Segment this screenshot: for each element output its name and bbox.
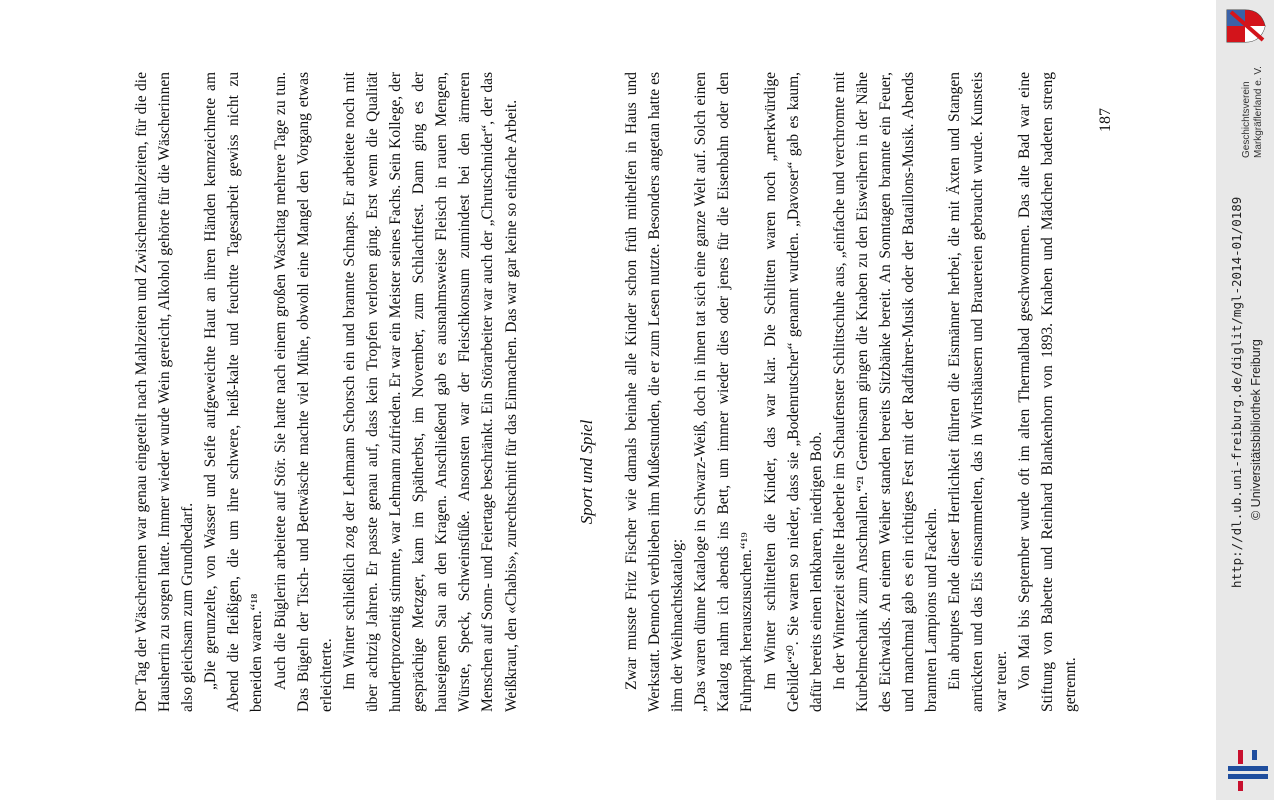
paragraph: Auch die Büglerin arbeitete auf Stör. Sie hatte nach einem großen Waschtag mehrere Tage zu tun. Das Bügeln der Tisch- und Bettwäsche machte viel Mühe, obwohl eine Mangel den Vorgang etwas erleichterte. (271, 72, 335, 712)
copyright-text: © Universitätsbibliothek Freiburg (1249, 339, 1263, 520)
ub-freiburg-logo-icon (1226, 744, 1270, 794)
paragraph: „Die gerunzelte, von Wasser und Seife aufgeweichte Haut an ihren Händen kennzeichnete am Abend die fleißigen, die um ihre schwere, heiß-kalte und feuchtte Tagesarbeit gewiss nicht zu beneiden waren.“¹⁸ (202, 72, 266, 712)
paragraph: Der Tag der Wäscherinnen war genau eingeteilt nach Mahlzeiten und Zwischenmahlzeiten, für die die Hausherrin zu sorgen hatte. Immer wieder wurde Wein gereicht, Alkohol gehörte für die Wäscherinnen also gleichsam zum Grundbedarf. (133, 72, 197, 712)
text-block-2 (620, 72, 1082, 712)
paragraph: Ein abruptes Ende dieser Herrlichkeit führten die Eismänner herbei, die mit Äxten und Stangen anrückten und das Eis einsammelten, das in Wirtshäusern und Brauereien gebraucht wurde. Kunsteis war teuer. (946, 72, 1010, 712)
coat-of-arms-icon (1222, 6, 1268, 46)
society-line-2: Markgräflerland e. V. (1253, 66, 1264, 158)
paragraph: „Das waren dünne Kataloge in Schwarz-Weiß, doch in ihnen tat sich eine ganze Welt auf. Solch einen Katalog nahm ich abends ins Bett, um immer wieder dies oder jenes für die Eisenbahn oder den Fuhrpark herauszusuchen.“¹⁹ (692, 72, 756, 712)
page-number: 187 (1097, 108, 1114, 132)
society-name (1241, 66, 1265, 158)
section-heading: Sport und Spiel (577, 419, 596, 525)
paragraph: Zwar musste Fritz Fischer wie damals beinahe alle Kinder schon früh mithelfen in Haus und Werkstatt. Dennoch verblieben ihm Mußestunden, die er zum Lesen nutzte. Besonders angetan hatte es ihm der Weihnachtskatalog: (623, 72, 687, 712)
paragraph: Im Winter schlittelten die Kinder, das war klar. Die Schlitten waren noch „merkwürdige Gebilde“²⁰. Sie waren so nieder, dass sie „Bodenrutscher“ genannt wurden. „Davoser“ gab es kaum, dafür bereits einen lenkbaren, niedrigen Bob. (761, 72, 825, 712)
paragraph: Im Winter schließlich zog der Lehmann Schorsch ein und brannte Schnaps. Er arbeitete noch mit über achtzig Jahren. Er passte genau auf, dass kein Tropfen verloren ging. Erst wenn die Qualität hundertprozentig stimmte, war Lehmann zufrieden. Er war ein Meister seines Fachs. Sein Kollege, der gesprächige Metzger, kam im Spätherbst, im November, zum Schlachtfest. Dann ging es der hauseigenen Sau an den Kragen. Anschließend gab es ausnahmsweise Fleisch in rauen Mengen, Würste, Speck, Schweinsfüße. Ansonsten war der Fleischkonsum zumindest bei den ärmeren Menschen auf Sonn- und Feiertage beschränkt. Ein Störarbeiter war auch der „Chrutschnider“, der das Weißkraut, den «Chabis», zurechtschnitt für das Einmachen. Das war gar keine so einfache Arbeit. (340, 72, 520, 712)
society-line-1: Geschichtsverein (1241, 81, 1252, 158)
paragraph: Von Mai bis September wurde oft im alten Thermalbad geschwommen. Das alte Bad war eine Stiftung von Babette und Reinhard Blankenhorn von 1893. Knaben und Mädchen badeten streng getrennt. (1015, 72, 1079, 712)
source-url-link[interactable]: http://dl.ub.uni-freiburg.de/diglit/mgl-2014-01/0189 (1229, 196, 1244, 588)
paragraph: In der Winterzeit stellte Haeberle im Schaufenster Schlittschuhe aus, „einfache und verchromte mit Kurbelmechanik zum Anschnallen.“²¹ Gemeinsam gingen die Knaben zu den Eisweihern in der Nähe des Eichwalds. An einem Weiher standen bereits Sitzbänke bereit. An Sonntagen brannte ein Feuer, und manchmal gab es ein richtiges Fest mit der Radfahrer-Musik oder der Bataillons-Musik. Abends brannten Lampions und Fackeln. (830, 72, 941, 712)
text-block-1 (130, 72, 523, 712)
